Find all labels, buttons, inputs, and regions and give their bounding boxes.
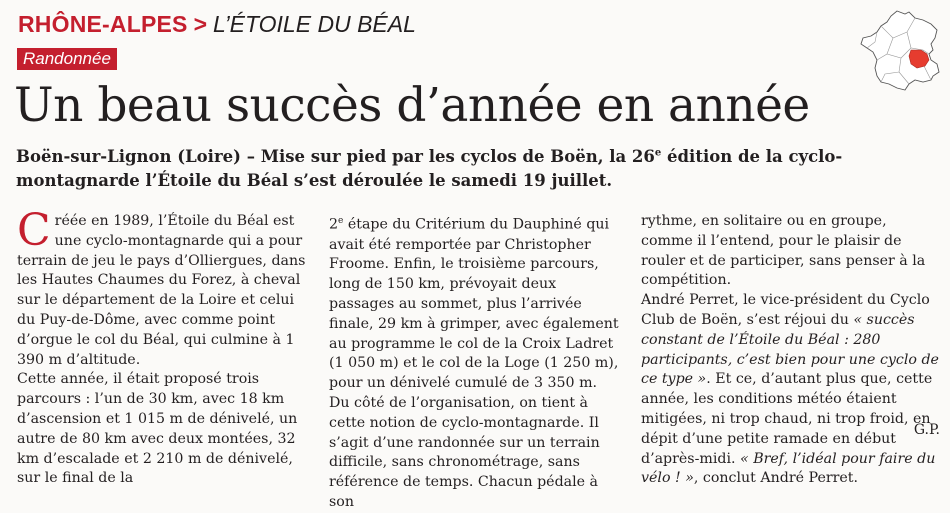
article-column-1 — [17, 205, 309, 489]
region-label: RHÔNE-ALPES — [18, 11, 188, 37]
lead-part2: édition de la cyclo-montagnarde l’Étoile du Béal s’est déroulée le samedi 19 juillet. — [16, 147, 843, 190]
rubric-tag: Randonnée — [17, 48, 117, 70]
article-column-2 — [329, 212, 621, 513]
lead-ordinal: e — [654, 147, 662, 159]
paragraph-3-ordinal: e — [338, 216, 344, 226]
paragraph-1-text: réée en 1989, l’Étoile du Béal est une cyclo-montagnarde qui a pour terrain de jeu le pays d’Olliergues, dans les Hautes Chaumes du Forez, à cheval sur le département de la Loire et celui du Puy-de-Dôme, avec comme point d’orgue le col du Béal, qui culmine à 1 390 m d’altitude. — [17, 213, 306, 368]
paragraph-3-part1: 2 — [329, 216, 339, 233]
paragraph-3-part2: étape du Critérium du Dauphiné qui avait été remportée par Christopher Froome. Enfin, le troisième parcours, long de 150 km, prévoyait deux passages au sommet, plus l’arrivée finale, 29 km à grimper, avec également au programme le col de la Croix Ladret (1 050 m) et le col de la Loge (1 250 m), pour un dénivelé cumulé de 3 350 m. — [329, 216, 619, 392]
france-map-icon — [857, 8, 943, 96]
france-outline — [861, 11, 939, 90]
paragraph-5: rythme, en solitaire ou en groupe, comme il l’entend, pour le plaisir de rouler et de participer, sans penser à la compétition. — [641, 213, 926, 289]
article-lead — [16, 145, 896, 193]
paragraph-6 — [641, 291, 941, 489]
paragraph-6-b: . Et ce, d’autant plus que, cette année, les conditions météo étaient mitigées, ni trop chaud, ni trop froid, en dépit d’une petite ramade en début d’après-midi. — [641, 371, 933, 467]
lead-part1: Boën-sur-Lignon (Loire) – Mise sur pied par les cyclos de Boën, la 26 — [16, 147, 655, 166]
article-column-3 — [641, 212, 941, 489]
kicker-separator: > — [193, 11, 208, 37]
section-kicker — [18, 10, 416, 38]
paragraph-3 — [329, 212, 621, 394]
paragraph-6-c: , conclut André Perret. — [693, 470, 859, 487]
paragraph-6-a: André Perret, le vice-président du Cyclo Club de Boën, s’est réjoui du — [641, 292, 930, 328]
paragraph-2: Cette année, il était proposé trois parcours : l’un de 30 km, avec 18 km d’ascension et 1 015 m de dénivelé, un autre de 80 km avec deux montées, 32 km d’escalade et 2 210 m de dénivelé, sur le final de la — [17, 371, 298, 487]
quote-2: « Bref, l’idéal pour faire du vélo ! » — [641, 450, 936, 487]
article-headline: Un beau succès d’année en année — [14, 78, 810, 133]
author-signature: G.P. — [913, 422, 940, 438]
quote-1: « succès constant de l’Étoile du Béal : 280 participants, c’est bien pour une cyclo de ce type » — [641, 311, 939, 388]
event-label: L’ÉTOILE DU BÉAL — [213, 11, 416, 37]
paragraph-1 — [17, 205, 309, 370]
drop-cap: C — [17, 205, 51, 256]
paragraph-4: Du côté de l’organisation, on tient à cette notion de cyclo-montagnarde. Il s’agit d’une randonnée sur un terrain difficile, sans chronométrage, sans référence de temps. Chacun pédale à son — [329, 394, 600, 510]
